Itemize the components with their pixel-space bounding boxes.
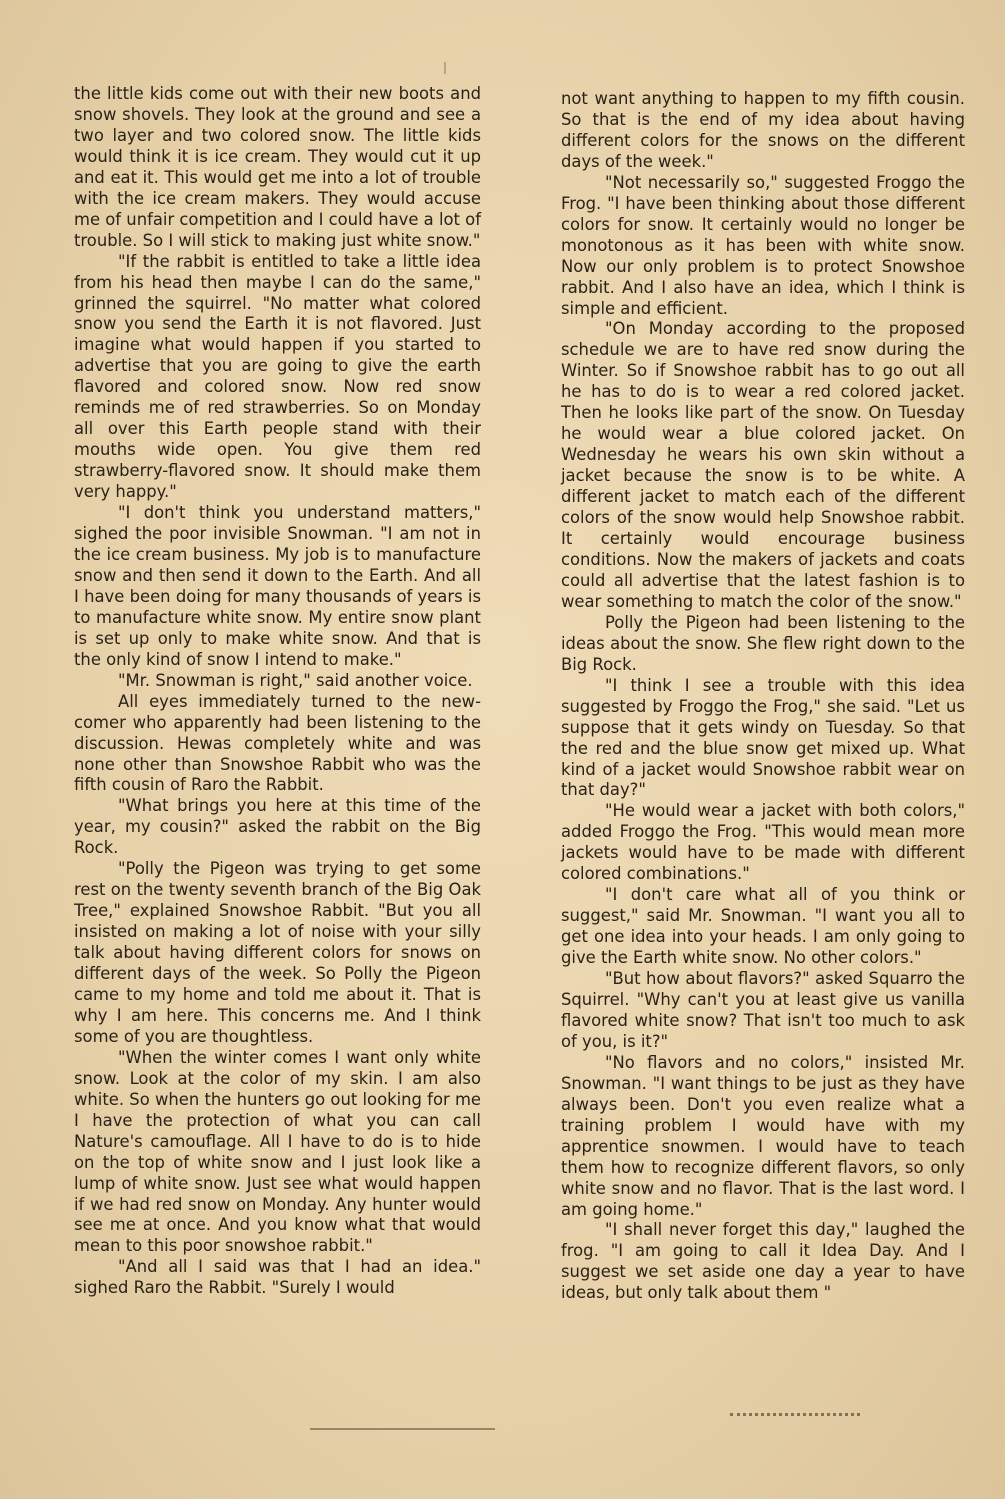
- left-text-column: [74, 84, 481, 1299]
- page-mark: [444, 62, 446, 74]
- paragraph: Polly the Pigeon had been listening to the ideas about the snow. She flew right down to the Big Rock.: [561, 612, 965, 674]
- story-end-dots: [730, 1413, 860, 1416]
- paragraph: "When the winter comes I want only white snow. Look at the color of my skin. I am also white. So when the hunters go out looking for me I have the protection of what you can call Nature's camouflage. All I have to do is to hide on the top of white snow and I just look like a lump of white snow. Just see what would happen if we had red snow on Monday. Any hunter would see me at once. And you know what that would mean to this poor snowshoe rabbit.": [74, 1047, 481, 1256]
- paragraph: "I shall never forget this day," laughed the frog. "I am going to call it Idea Day. And I suggest we set aside one day a year to have ideas, but only talk about them ": [561, 1220, 965, 1303]
- column-end-rule: [310, 1428, 495, 1430]
- paragraph: the little kids come out with their new boots and snow shovels. They look at the ground and see a two layer and two colored snow. The little kids would think it is ice cream. They would cut it up and eat it. This would get me into a lot of trouble with the ice cream makers. They would accuse me of unfair competition and I could have a lot of trouble. So I will stick to making just white snow.": [74, 84, 481, 250]
- paragraph: "I don't care what all of you think or suggest," said Mr. Snowman. "I want you all to get one idea into your heads. I am only going to give the Earth white snow. No other colors.": [561, 885, 965, 968]
- paragraph: "Not necessarily so," suggested Froggo the Frog. "I have been thinking about those different colors for snow. It certainly would no longer be monotonous as it has been with white snow. Now our only problem is to protect Snowshoe rabbit. And I also have an idea, which I think is simple and efficient.: [561, 172, 965, 318]
- paragraph: All eyes immediately turned to the new-comer who apparently had been listening to the discussion. Hewas completely white and was none other than Snowshoe Rabbit who was the fifth cousin of Raro the Rabbit.: [74, 691, 481, 795]
- paragraph: "And all I said was that I had an idea." sighed Raro the Rabbit. "Surely I would: [74, 1257, 481, 1298]
- paragraph: "Polly the Pigeon was trying to get some rest on the twenty seventh branch of the Big Oak Tree," explained Snowshoe Rabbit. "But you all insisted on making a lot of noise with your silly talk about having different colors for snows on different days of the week. So Polly the Pigeon came to my home and told me about it. That is why I am here. This concerns me. And I think some of you are thoughtless.: [74, 859, 481, 1046]
- paragraph: "Mr. Snowman is right," said another voice.: [118, 670, 473, 690]
- paragraph: "On Monday according to the proposed schedule we are to have red snow during the Winter. So if Snowshoe rabbit has to go out all he has to do is to wear a red colored jacket. Then he looks like part of the snow. On Tuesday he would wear a blue colored jacket. On Wednesday he wears his own skin without a jacket because the snow is to be white. A different jacket to match each of the different colors of the snow would help Snowshoe rabbit. It certainly would encourage business conditions. Now the makers of jackets and coats could all advertise that the latest fashion is to wear something to match the color of the snow.": [561, 319, 965, 611]
- paragraph: "What brings you here at this time of the year, my cousin?" asked the rabbit on the Big Rock.: [74, 796, 481, 858]
- paragraph: "No flavors and no colors," insisted Mr. Snowman. "I want things to be just as they have always been. Don't you even realize what a training problem I would have with my apprentice snowmen. I would have to teach them how to recognize different flavors, so only white snow and no flavor. That is the last word. I am going home.": [561, 1052, 965, 1219]
- paragraph: "He would wear a jacket with both colors," added Froggo the Frog. "This would mean more jackets would have to be made with different colored combinations.": [561, 801, 965, 884]
- paragraph: "I think I see a trouble with this idea suggested by Froggo the Frog," she said. "Let us suppose that it gets windy on Tuesday. So that the red and the blue snow get mixed up. What kind of a jacket would Snowshoe rabbit wear on that day?": [561, 675, 965, 800]
- right-text-column: [561, 89, 965, 1304]
- paragraph: "I don't think you understand matters," sighed the poor invisible Snowman. "I am not in the ice cream business. My job is to manufacture snow and then send it down to the Earth. And all I have been doing for many thousands of years is to manufacture white snow. My entire snow plant is set up only to make white snow. And that is the only kind of snow I intend to make.": [74, 503, 481, 669]
- paragraph: "But how about flavors?" asked Squarro the Squirrel. "Why can't you at least give us vanilla flavored white snow? That isn't too much to ask of you, is it?": [561, 969, 965, 1051]
- paragraph: "If the rabbit is entitled to take a little idea from his head then maybe I can do the same," grinned the squirrel. "No matter what colored snow you send the Earth it is not flavored. Just imagine what would happen if you started to advertise that you are going to give the earth flavored and colored snow. Now red snow reminds me of red strawberries. So on Monday all over this Earth people stand with their mouths wide open. You give them red strawberry-flavored snow. It should make them very happy.": [74, 251, 481, 502]
- paragraph: not want anything to happen to my fifth cousin. So that is the end of my idea about having different colors for the snows on the different days of the week.": [561, 89, 965, 171]
